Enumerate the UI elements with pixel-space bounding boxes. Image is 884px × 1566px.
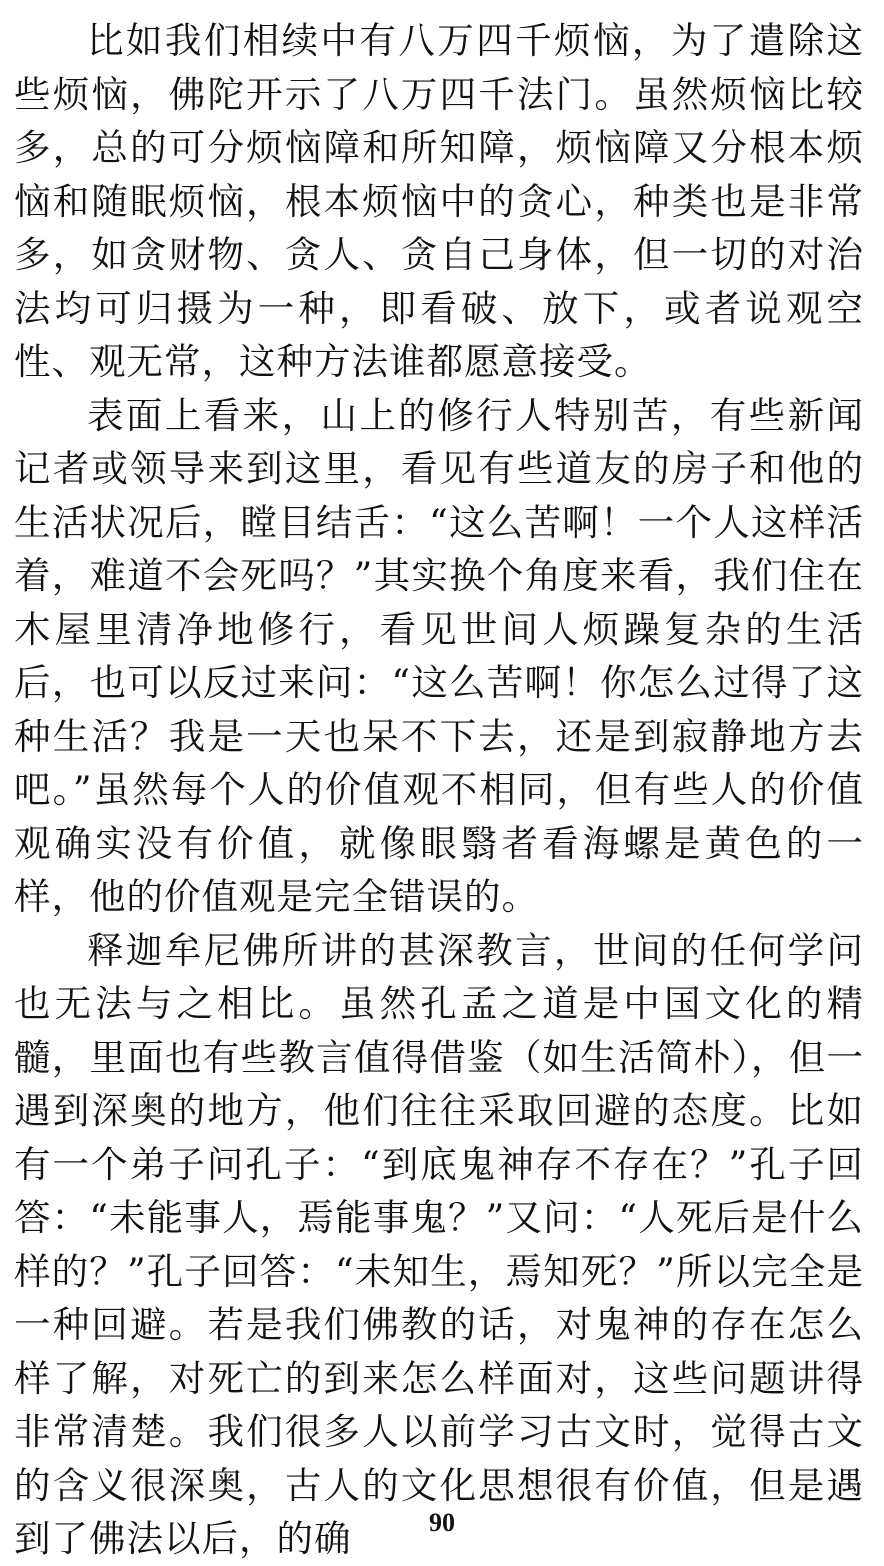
paragraph-3: 释迦牟尼佛所讲的甚深教言，世间的任何学问也无法与之相比。虽然孔孟之道是中国文化的精髓，里面也有些教言值得借鉴（如生活简朴），但一遇到深奥的地方，他们往往采取回避的态度。比如有一个弟子问孔子：“到底鬼神存不存在？”孔子回答：“未能事人，焉能事鬼？”又问：“人死后是什么样的？”孔子回答：“未知生，焉知死？”所以完全是一种回避。若是我们佛教的话，对鬼神的存在怎么样了解，对死亡的到来怎么样面对，这些问题讲得非常清楚。我们很多人以前学习古文时，觉得古文的含义很深奥，古人的文化思想很有价值，但是遇到了佛法以后，的确 bbox=[14, 928, 864, 1560]
paragraph-1: 比如我们相续中有八万四千烦恼，为了遣除这些烦恼，佛陀开示了八万四千法门。虽然烦恼比较多，总的可分烦恼障和所知障，烦恼障又分根本烦恼和随眠烦恼，根本烦恼中的贪心，种类也是非常多，如贪财物、贪人、贪自己身体，但一切的对治法均可归摄为一种，即看破、放下，或者说观空性、观无常，这种方法谁都愿意接受。 bbox=[14, 19, 864, 383]
page-number: 90 bbox=[429, 1508, 455, 1537]
paragraph-2: 表面上看来，山上的修行人特别苦，有些新闻记者或领导来到这里，看见有些道友的房子和他的生活状况后，瞠目结舌：“这么苦啊！一个人这样活着，难道不会死吗？”其实换个角度来看，我们住在木屋里清净地修行，看见世间人烦躁复杂的生活后，也可以反过来问：“这么苦啊！你怎么过得了这种生活？我是一天也呆不下去，还是到寂静地方去吧。”虽然每个人的价值观不相同，但有些人的价值观确实没有价值，就像眼翳者看海螺是黄色的一样，他的价值观是完全错误的。 bbox=[14, 393, 864, 918]
body-text bbox=[14, 14, 864, 1566]
